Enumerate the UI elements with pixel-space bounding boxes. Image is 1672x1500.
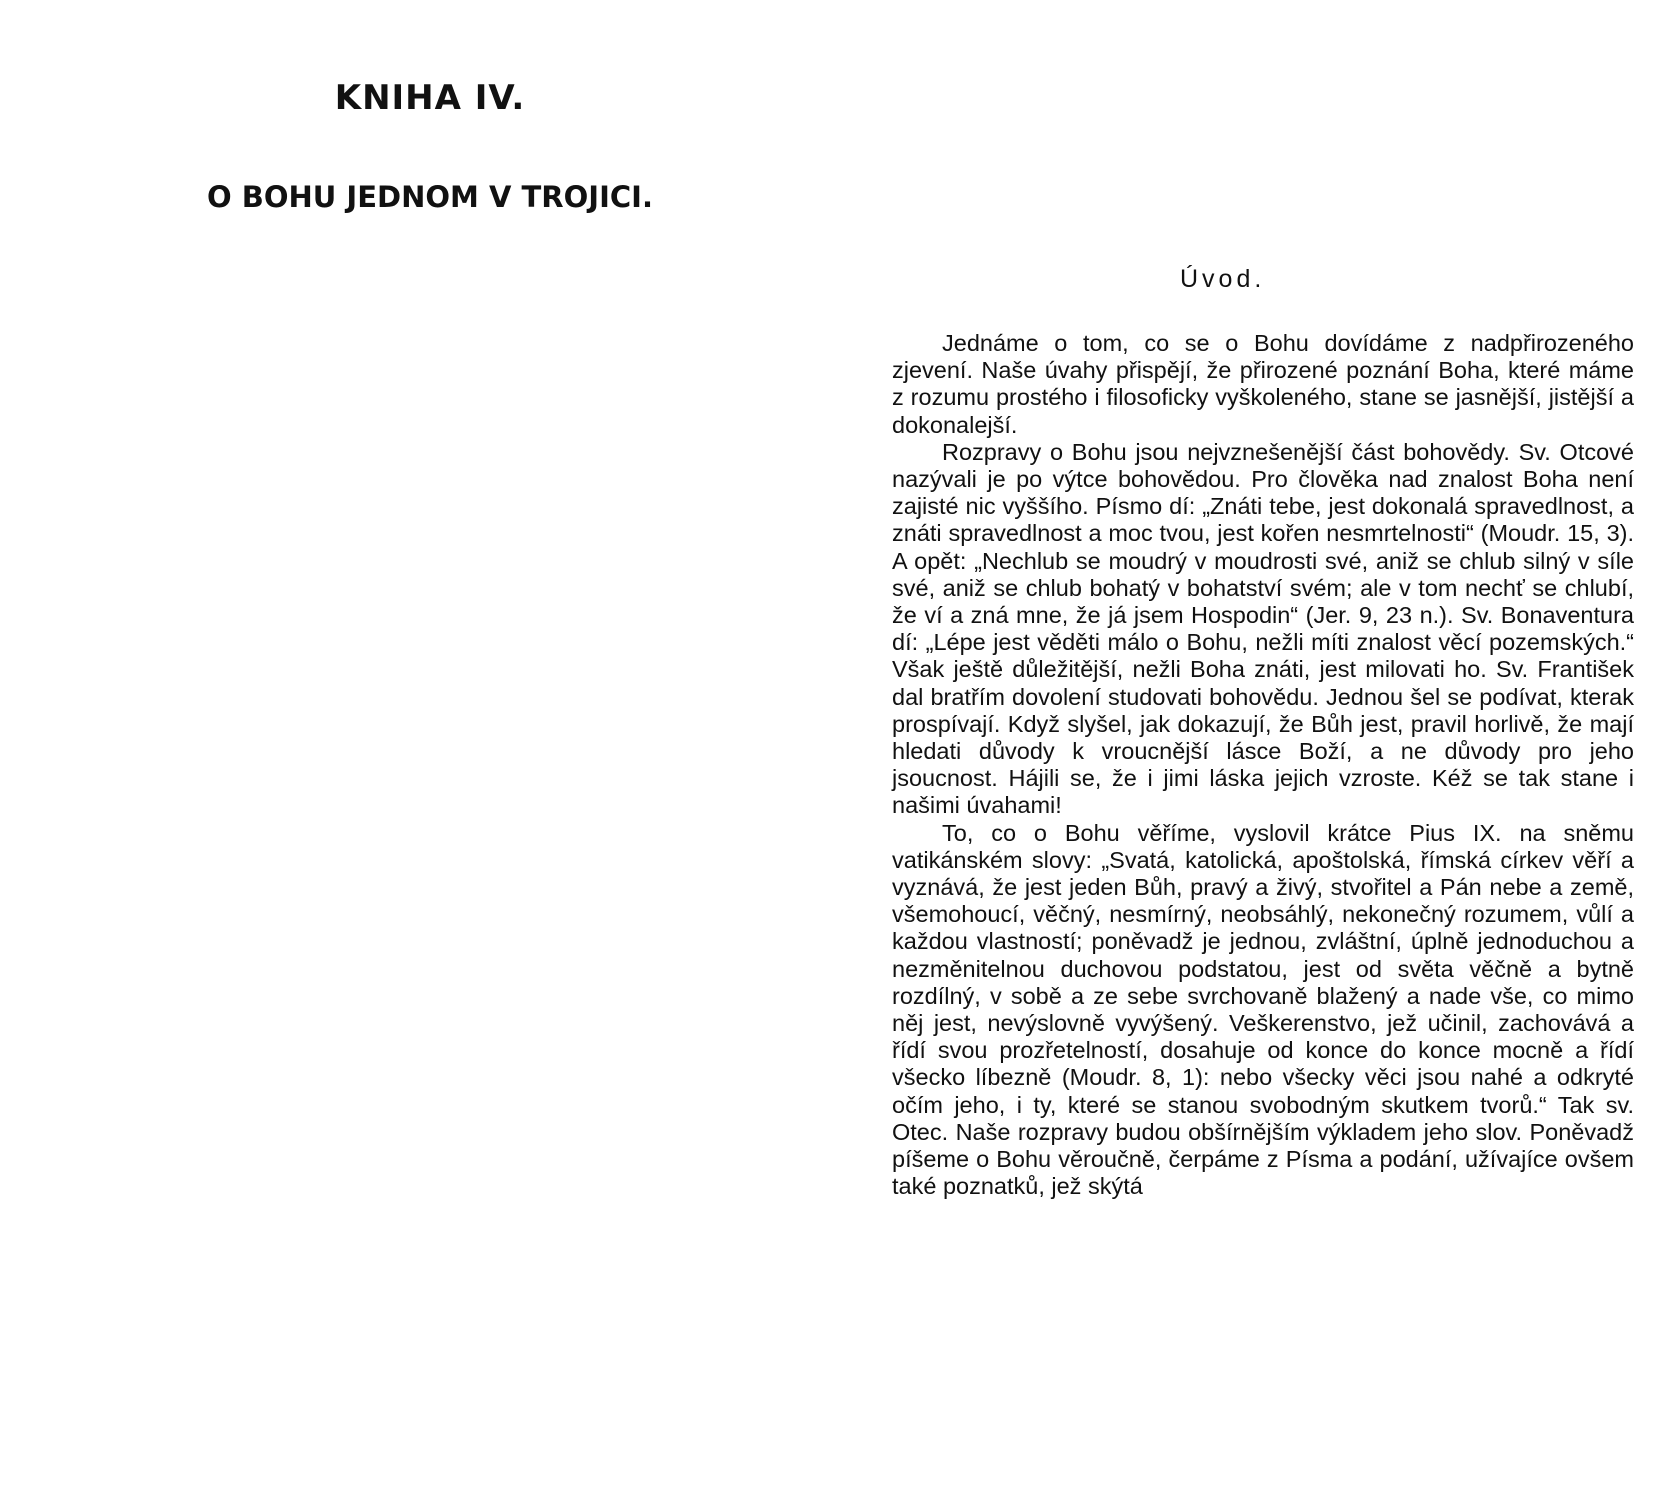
paragraph: Jednáme o tom, co se o Bohu dovídáme z nadpřirozeného zjevení. Naše úvahy přispějí, že přirozené poznání Boha, které máme z rozumu prostého i filosoficky vyškoleného, stane se jasnější, jistější a dokonalejší. <box>892 330 1634 438</box>
paragraph: To, co o Bohu věříme, vyslovil krátce Pius IX. na sněmu vatikánském slovy: „Svatá, katolická, apoštolská, římská církev věří a vyznává, že jest jeden Bůh, pravý a živý, stvořitel a Pán nebe a země, všemohoucí, věčný, nesmírný, neobsáhlý, nekonečný rozumem, vůlí a každou vlastností; poněvadž je jednou, zvláštní, úplně jednoduchou a nezměnitelnou duchovou podstatou, jest od světa věčně a bytně rozdílný, v sobě a ze sebe svrchovaně blažený a nade vše, co mimo něj jest, nevýslovně vyvýšený. Veškerenstvo, jež učinil, zachovává a řídí svou prozřetelností, dosahuje od konce do konce mocně a řídí všecko líbezně (Moudr. 8, 1): nebo všecky věci jsou nahé a odkryté očím jeho, i ty, které se stanou svobodným skutkem tvorů.“ Tak sv. Otec. Naše rozpravy budou obšírnějším výkladem jeho slov. Poněvadž píšeme o Bohu věroučně, čerpáme z Písma a podání, užívajíce ovšem také poznatků, jež skýtá <box>892 819 1634 1200</box>
book-title: KNIHA IV. <box>334 78 526 118</box>
paragraph: Rozpravy o Bohu jsou nejvznešenější část bohovědy. Sv. Otcové nazývali je po výtce bohovědou. Pro člověka nad znalost Boha není zajisté nic vyššího. Písmo dí: „Znáti tebe, jest dokonalá spravedlnost, a znáti spravedlnost a moc tvou, jest kořen nesmrtelnosti“ (Moudr. 15, 3). A opět: „Nechlub se moudrý v moudrosti své, aniž se chlub silný v síle své, aniž se chlub bohatý v bohatství svém; ale v tom nechť se chlubí, že ví a zná mne, že já jsem Hospodin“ (Jer. 9, 23 n.). Sv. Bonaventura dí: „Lépe jest věděti málo o Bohu, nežli míti znalost věcí pozemských.“ Však ještě důležitější, nežli Boha znáti, jest milovati ho. Sv. František dal bratřím dovolení studovati bohovědu. Jednou šel se podívat, kterak prospívají. Když slyšel, jak dokazují, že Bůh jest, pravil horlivě, že mají hledati důvody k vroucnější lásce Boží, a ne důvody pro jeho jsoucnost. Hájili se, že i jimi láska jejich vzroste. Kéž se tak stane i našimi úvahami! <box>892 438 1634 819</box>
book-subtitle: O BOHU JEDNOM V TROJICI. <box>207 180 653 214</box>
body-text <box>892 330 1634 1201</box>
section-heading: Úvod. <box>1180 265 1266 293</box>
